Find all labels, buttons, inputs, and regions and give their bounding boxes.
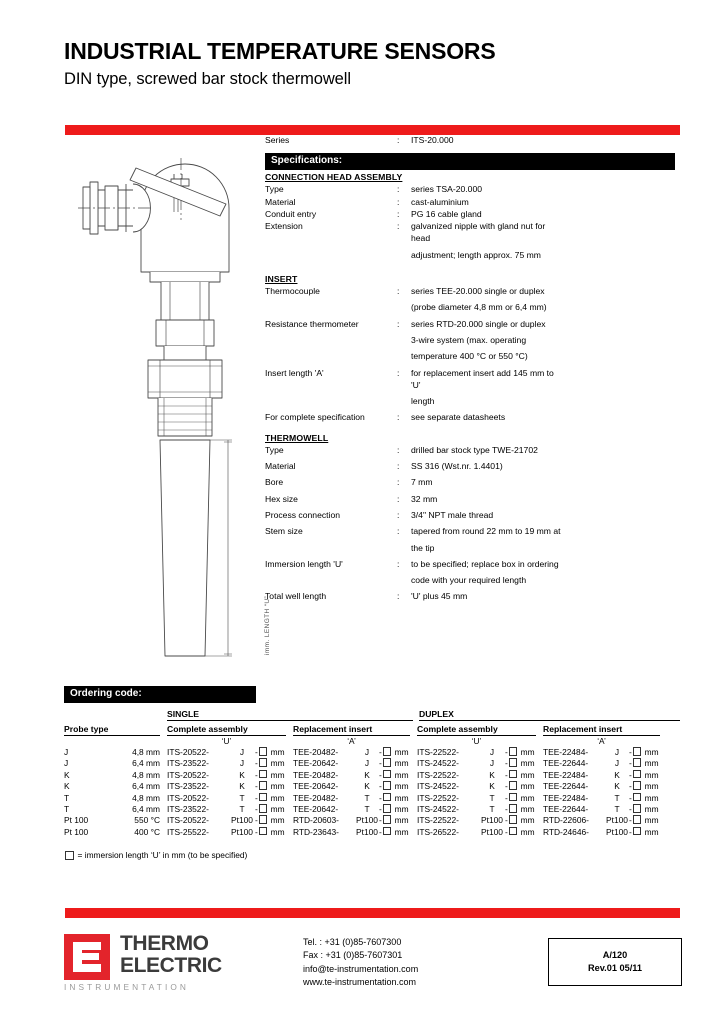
ordering-group-header-row — [64, 709, 680, 721]
spec-key: For complete specification — [265, 412, 365, 423]
spacer — [64, 709, 167, 721]
cell-probe-type: Pt 100 — [64, 826, 89, 837]
box-placeholder-icon — [383, 827, 392, 836]
cell-single-complete-assembly: ITS-23522- J - mm — [167, 758, 285, 769]
spec-value: series TEE-20.000 single or duplex — [411, 286, 545, 297]
table-row — [64, 827, 680, 838]
box-placeholder-icon — [383, 747, 392, 756]
series-row — [265, 134, 675, 146]
box-placeholder-icon — [383, 758, 392, 767]
cell-duplex-replacement-insert: TEE-22484- K - mm — [543, 769, 659, 780]
group-header-duplex: DUPLEX — [419, 709, 680, 721]
box-placeholder-icon — [509, 827, 518, 836]
spec-key: Resistance thermometer — [265, 318, 359, 329]
spec-row-cont — [265, 232, 675, 244]
spec-value: 'U' — [411, 379, 421, 390]
section-heading-connection-head: CONNECTION HEAD ASSEMBLY — [265, 172, 403, 183]
spec-row — [265, 493, 675, 505]
spec-value: series RTD-20.000 single or duplex — [411, 318, 546, 329]
spec-value: SS 316 (Wst.nr. 1.4401) — [411, 461, 503, 472]
section-heading-thermowell: THERMOWELL — [265, 432, 329, 443]
document-revision-box — [548, 938, 682, 986]
box-placeholder-icon — [633, 758, 642, 767]
cell-duplex-complete-assembly: ITS-24522- K - mm — [417, 781, 535, 792]
cell-single-complete-assembly: ITS-23522- T - mm — [167, 804, 285, 815]
spec-colon: : — [397, 412, 400, 423]
ordering-note — [64, 850, 680, 860]
spec-value: drilled bar stock type TWE-21702 — [411, 444, 538, 455]
bottom-red-rule — [65, 908, 680, 918]
spec-colon: : — [397, 591, 400, 602]
box-placeholder-icon — [509, 793, 518, 802]
spec-key: Stem size — [265, 526, 303, 537]
cell-duplex-complete-assembly: ITS-26522- Pt100 - mm — [417, 826, 535, 837]
box-placeholder-icon — [383, 815, 392, 824]
series-colon: : — [397, 135, 400, 145]
marker-u-duplex: ‘U’ — [471, 736, 482, 746]
spec-value: the tip — [411, 542, 435, 553]
cell-single-complete-assembly: ITS-23522- K - mm — [167, 781, 285, 792]
spec-colon: : — [397, 493, 400, 504]
box-placeholder-icon — [633, 781, 642, 790]
spec-key: Immersion length 'U' — [265, 558, 343, 569]
cell-probe-type: T — [64, 804, 70, 815]
spec-row — [265, 318, 675, 330]
table-row — [64, 804, 680, 815]
cell-probe-dimension: 6,4 mm — [132, 781, 160, 792]
page-title: INDUSTRIAL TEMPERATURE SENSORS — [64, 38, 496, 64]
product-drawing — [78, 150, 271, 665]
col-header-single-complete-assembly: Complete assembly — [167, 724, 286, 736]
drawing-dimension-label: imm. LENGTH “U” — [264, 595, 271, 655]
box-placeholder-icon — [509, 804, 518, 813]
box-placeholder-icon — [509, 770, 518, 779]
marker-a-duplex: ‘A’ — [597, 736, 606, 746]
box-placeholder-icon — [509, 815, 518, 824]
spec-colon: : — [397, 221, 400, 232]
box-placeholder-icon — [259, 793, 268, 802]
spec-key: Material — [265, 461, 296, 472]
spacer — [265, 268, 675, 272]
spec-colon: : — [397, 558, 400, 569]
logo-word-thermo: THERMO — [120, 932, 209, 955]
box-placeholder-icon — [259, 781, 268, 790]
spec-value: temperature 400 °C or 550 °C) — [411, 351, 528, 362]
spec-colon: : — [397, 208, 400, 219]
cell-single-replacement-insert: TEE-20642- T - mm — [293, 804, 409, 815]
spec-value: (probe diameter 4,8 mm or 6,4 mm) — [411, 302, 547, 313]
series-label: Series — [265, 135, 290, 145]
cell-probe-type: K — [64, 769, 70, 780]
col-header-single-replacement-insert: Replacement insert — [293, 724, 410, 736]
cell-duplex-replacement-insert: TEE-22644- K - mm — [543, 781, 659, 792]
document-revision: Rev.01 05/11 — [588, 963, 642, 973]
box-placeholder-icon — [633, 747, 642, 756]
box-placeholder-icon — [633, 770, 642, 779]
col-header-probe-type: Probe type — [64, 724, 160, 736]
marker-a-single: ‘A’ — [347, 736, 356, 746]
cell-probe-type: K — [64, 781, 70, 792]
spec-colon: : — [397, 509, 400, 520]
box-placeholder-icon — [259, 815, 268, 824]
cell-duplex-replacement-insert: TEE-22484- J - mm — [543, 747, 659, 757]
contact-email[interactable]: info@te-instrumentation.com — [303, 963, 419, 974]
spec-row — [265, 196, 675, 208]
cell-probe-type: J — [64, 758, 69, 769]
spec-value: PG 16 cable gland — [411, 208, 482, 219]
cell-probe-dimension: 400 °C — [134, 826, 160, 837]
cell-single-replacement-insert: RTD-20603- Pt100 - mm — [293, 815, 409, 826]
contact-fax: Fax : +31 (0)85-7607301 — [303, 950, 403, 961]
box-placeholder-icon — [509, 758, 518, 767]
spec-row — [265, 220, 675, 232]
spec-key: Bore — [265, 477, 284, 488]
cell-probe-dimension: 6,4 mm — [132, 758, 160, 769]
table-row — [64, 781, 680, 792]
cell-single-replacement-insert: RTD-23643- Pt100 - mm — [293, 826, 409, 837]
spec-value: for replacement insert add 145 mm to — [411, 367, 554, 378]
ordering-rows — [64, 747, 680, 838]
spec-row — [265, 183, 675, 195]
spec-key: Type — [265, 184, 284, 195]
specifications-bar: Specifications: — [265, 153, 675, 170]
cell-probe-type: T — [64, 792, 70, 803]
box-placeholder-icon — [633, 815, 642, 824]
cell-duplex-complete-assembly: ITS-24522- J - mm — [417, 758, 535, 769]
spec-value: series TSA-20.000 — [411, 184, 483, 195]
te-mark-icon — [64, 934, 110, 980]
spec-key: Process connection — [265, 509, 340, 520]
cell-single-complete-assembly: ITS-20522- K - mm — [167, 769, 285, 780]
cell-probe-dimension: 4,8 mm — [132, 792, 160, 803]
spec-row — [265, 525, 675, 537]
spec-value: code with your required length — [411, 575, 527, 586]
spec-row — [265, 367, 675, 379]
marker-u-single: ‘U’ — [221, 736, 232, 746]
logo-word-instrumentation: INSTRUMENTATION — [64, 982, 190, 992]
spec-row — [265, 509, 675, 521]
cell-single-complete-assembly: ITS-20522- T - mm — [167, 792, 285, 803]
table-row — [64, 793, 680, 804]
col-header-duplex-replacement-insert: Replacement insert — [543, 724, 660, 736]
contact-tel: Tel. : +31 (0)85-7607300 — [303, 937, 402, 947]
box-placeholder-icon — [259, 747, 268, 756]
cell-single-complete-assembly: ITS-20522- Pt100 - mm — [167, 815, 285, 826]
cell-duplex-replacement-insert: TEE-22644- T - mm — [543, 804, 659, 815]
spec-value: to be specified; replace box in ordering — [411, 558, 559, 569]
ordering-note-text: = immersion length ‘U’ in mm (to be specified) — [77, 850, 248, 861]
ordering-column-header-row — [64, 724, 680, 736]
table-row — [64, 770, 680, 781]
spacer — [265, 146, 675, 153]
spec-key: Total well length — [265, 591, 327, 602]
col-header-duplex-complete-assembly: Complete assembly — [417, 724, 536, 736]
cell-single-complete-assembly: ITS-20522- J - mm — [167, 747, 285, 757]
ordering-marker-row — [64, 736, 680, 747]
cell-duplex-replacement-insert: RTD-22606- Pt100 - mm — [543, 815, 659, 826]
spec-row-cont — [265, 334, 675, 346]
spec-row-cont — [265, 350, 675, 362]
spec-row — [265, 444, 675, 456]
cell-single-complete-assembly: ITS-25522- Pt100 - mm — [167, 826, 285, 837]
cell-duplex-complete-assembly: ITS-24522- T - mm — [417, 804, 535, 815]
cell-duplex-complete-assembly: ITS-22522- Pt100 - mm — [417, 815, 535, 826]
spec-value: head — [411, 233, 431, 244]
spec-value: 7 mm — [411, 477, 433, 488]
spec-key: Conduit entry — [265, 208, 317, 219]
spec-value: 3-wire system (max. operating — [411, 334, 527, 345]
spec-row — [265, 285, 675, 297]
box-placeholder-icon — [383, 781, 392, 790]
spacer — [64, 736, 160, 747]
spec-value: cast-aluminium — [411, 196, 469, 207]
spec-colon: : — [397, 196, 400, 207]
spec-value: tapered from round 22 mm to 19 mm at — [411, 526, 561, 537]
ordering-code-bar: Ordering code: — [64, 686, 256, 703]
box-placeholder-icon — [509, 781, 518, 790]
spec-row — [265, 558, 675, 570]
spec-row — [265, 476, 675, 488]
spec-key: Thermocouple — [265, 286, 320, 297]
spec-row-cont — [265, 542, 675, 554]
cell-duplex-complete-assembly: ITS-22522- J - mm — [417, 747, 535, 757]
cell-probe-type: Pt 100 — [64, 815, 89, 826]
ordering-table — [64, 709, 680, 860]
spec-row-cont — [265, 379, 675, 391]
box-placeholder-icon — [633, 793, 642, 802]
box-placeholder-icon — [259, 804, 268, 813]
contact-website[interactable]: www.te-instrumentation.com — [303, 977, 417, 988]
cell-duplex-complete-assembly: ITS-22522- K - mm — [417, 769, 535, 780]
spec-colon: : — [397, 184, 400, 195]
cell-single-replacement-insert: TEE-20642- J - mm — [293, 758, 409, 769]
spec-colon: : — [397, 444, 400, 455]
spacer — [265, 424, 675, 431]
spec-row-cont — [265, 395, 675, 407]
section-heading-insert: INSERT — [265, 274, 298, 285]
box-placeholder-icon — [259, 758, 268, 767]
spec-row-cont — [265, 301, 675, 313]
page-subtitle: DIN type, screwed bar stock thermowell — [64, 70, 351, 88]
cell-duplex-replacement-insert: TEE-22644- J - mm — [543, 758, 659, 769]
spec-value: 3/4" NPT male thread — [411, 509, 494, 520]
table-row — [64, 815, 680, 826]
contact-block — [303, 936, 418, 990]
cell-duplex-replacement-insert: RTD-24646- Pt100 - mm — [543, 826, 659, 837]
box-placeholder-icon — [509, 747, 518, 756]
specifications-block — [265, 134, 675, 603]
cell-probe-dimension: 4,8 mm — [132, 747, 160, 757]
document-code: A/120 — [602, 950, 628, 960]
table-row — [64, 747, 680, 758]
box-placeholder-icon — [383, 793, 392, 802]
spec-row — [265, 411, 675, 423]
spec-key: Insert length 'A' — [265, 367, 324, 378]
series-value: ITS-20.000 — [411, 135, 454, 145]
cell-duplex-complete-assembly: ITS-22522- T - mm — [417, 792, 535, 803]
group-header-single: SINGLE — [167, 709, 413, 721]
spec-colon: : — [397, 318, 400, 329]
cell-probe-dimension: 6,4 mm — [132, 804, 160, 815]
spec-key: Type — [265, 444, 284, 455]
box-placeholder-icon — [633, 827, 642, 836]
spec-colon: : — [397, 477, 400, 488]
spec-colon: : — [397, 461, 400, 472]
spec-row-cont — [265, 249, 675, 261]
box-placeholder-icon — [259, 770, 268, 779]
logo-word-electric: ELECTRIC — [120, 954, 222, 977]
spec-colon: : — [397, 526, 400, 537]
spec-row — [265, 208, 675, 220]
cell-probe-type: J — [64, 747, 69, 757]
spec-row — [265, 460, 675, 472]
spec-value: galvanized nipple with gland nut for — [411, 221, 546, 232]
cell-single-replacement-insert: TEE-20482- J - mm — [293, 747, 409, 757]
page-footer — [64, 930, 680, 1000]
cell-duplex-replacement-insert: TEE-22484- T - mm — [543, 792, 659, 803]
spec-colon: : — [397, 367, 400, 378]
box-placeholder-icon — [259, 827, 268, 836]
cell-single-replacement-insert: TEE-20482- K - mm — [293, 769, 409, 780]
spec-value: see separate datasheets — [411, 412, 506, 423]
ordering-code-block — [64, 686, 680, 860]
cell-single-replacement-insert: TEE-20642- K - mm — [293, 781, 409, 792]
spec-value: 32 mm — [411, 493, 438, 504]
spec-value: 'U' plus 45 mm — [411, 591, 468, 602]
spec-colon: : — [397, 286, 400, 297]
spec-row-cont — [265, 574, 675, 586]
box-placeholder-icon — [383, 804, 392, 813]
cell-probe-dimension: 4,8 mm — [132, 769, 160, 780]
spec-value: length — [411, 396, 435, 407]
cell-single-replacement-insert: TEE-20482- T - mm — [293, 792, 409, 803]
box-placeholder-icon — [633, 804, 642, 813]
spacer — [265, 261, 675, 268]
spec-key: Hex size — [265, 493, 298, 504]
spec-key: Extension — [265, 221, 303, 232]
spec-value: adjustment; length approx. 75 mm — [411, 249, 541, 260]
spec-row — [265, 590, 675, 602]
cell-probe-dimension: 550 °C — [134, 815, 160, 826]
table-row — [64, 758, 680, 769]
spec-key: Material — [265, 196, 296, 207]
box-placeholder-icon — [65, 851, 74, 860]
box-placeholder-icon — [383, 770, 392, 779]
